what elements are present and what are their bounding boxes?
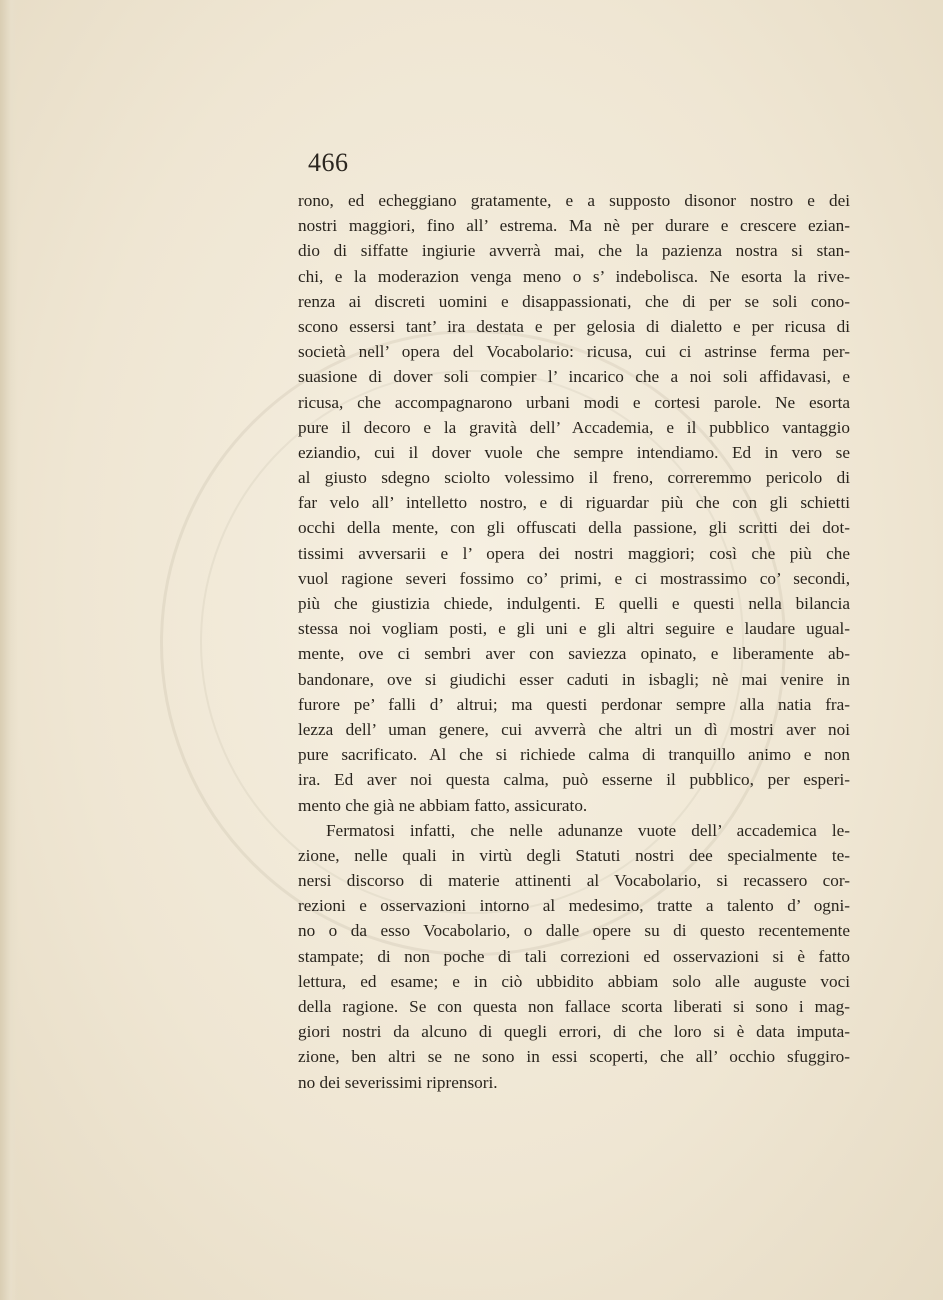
text-line: rezioni e osservazioni intorno al medesimo, tratte a talento d’ ogni- [298,896,850,916]
text-line: nostri maggiori, fino all’ estrema. Ma nè per durare e crescere ezian- [298,216,850,236]
text-line: al giusto sdegno sciolto volessimo il freno, correremmo pericolo di [298,468,850,488]
text-line: chi, e la moderazion venga meno o s’ indebolisca. Ne esorta la rive- [298,266,850,286]
text-line: eziandio, cui il dover vuole che sempre intendiamo. Ed in vero se [298,442,850,462]
text-line: no dei severissimi riprensori. [298,1072,498,1092]
text-line: lettura, ed esame; e in ciò ubbidito abbiam solo alle auguste voci [298,971,850,991]
page-binding-edge [0,0,18,1300]
text-line: nersi discorso di materie attinenti al Vocabolario, si recassero cor- [298,871,850,891]
text-line: scono essersi tant’ ira destata e per gelosia di dialetto e per ricusa di [298,316,850,336]
text-line: far velo all’ intelletto nostro, e di riguardar più che con gli schietti [298,493,850,513]
text-line: furore pe’ falli d’ altrui; ma questi perdonar sempre alla natia fra- [298,694,850,714]
text-line: rono, ed echeggiano gratamente, e a supposto disonor nostro e dei [298,191,850,210]
text-line: zione, nelle quali in virtù degli Statuti nostri dee specialmente te- [298,845,850,865]
paragraph-2 [298,818,850,1095]
text-line: dio di siffatte ingiurie avverrà mai, che la pazienza nostra si stan- [298,241,850,261]
text-line: più che giustizia chiede, indulgenti. E quelli e questi nella bilancia [298,594,850,613]
body-text [298,188,850,1095]
text-line: bandonare, ove si giudichi esser caduti in isbagli; nè mai venire in [298,669,850,689]
page-number: 466 [308,148,349,177]
text-line: mente, ove ci sembri aver con saviezza opinato, e liberamente ab- [298,644,850,664]
text-line: pure il decoro e la gravità dell’ Accademia, e il pubblico vantaggio [298,417,850,437]
text-line: società nell’ opera del Vocabolario: ricusa, cui ci astrinse ferma per- [298,342,850,362]
text-line: stessa noi vogliam posti, e gli uni e gli altri seguire e laudare ugual- [298,619,850,639]
paragraph-1 [298,188,850,818]
text-line: stampate; di non poche di tali correzioni ed osservazioni si è fatto [298,946,850,966]
text-line: ricusa, che accompagnarono urbani modi e cortesi parole. Ne esorta [298,392,850,412]
text-line: vuol ragione severi fossimo co’ primi, e ci mostrassimo co’ secondi, [298,568,850,588]
text-line: pure sacrificato. Al che si richiede calma di tranquillo animo e non [298,745,850,765]
text-line: suasione di dover soli compier l’ incarico che a noi soli affidavasi, e [298,367,850,387]
text-line: ira. Ed aver noi questa calma, può esserne il pubblico, per esperi- [298,770,850,790]
text-line: Fermatosi infatti, che nelle adunanze vuote dell’ accademica le- [326,820,850,840]
text-line: no o da esso Vocabolario, o dalle opere su di questo recentemente [298,921,850,941]
text-line: giori nostri da alcuno di quegli errori, di che loro si è data imputa- [298,1022,850,1042]
text-line: zione, ben altri se ne sono in essi scoperti, che all’ occhio sfuggiro- [298,1047,850,1067]
text-line: renza ai discreti uomini e disappassionati, che di per se soli cono- [298,291,850,311]
text-line: lezza dell’ uman genere, cui avverrà che altri un dì mostri aver noi [298,719,850,739]
text-line: della ragione. Se con questa non fallace scorta liberati si sono i mag- [298,997,850,1016]
text-line: mento che già ne abbiam fatto, assicurato. [298,795,588,815]
text-line: occhi della mente, con gli offuscati della passione, gli scritti dei dot- [298,518,850,538]
text-line: tissimi avversarii e l’ opera dei nostri maggiori; così che più che [298,543,850,563]
